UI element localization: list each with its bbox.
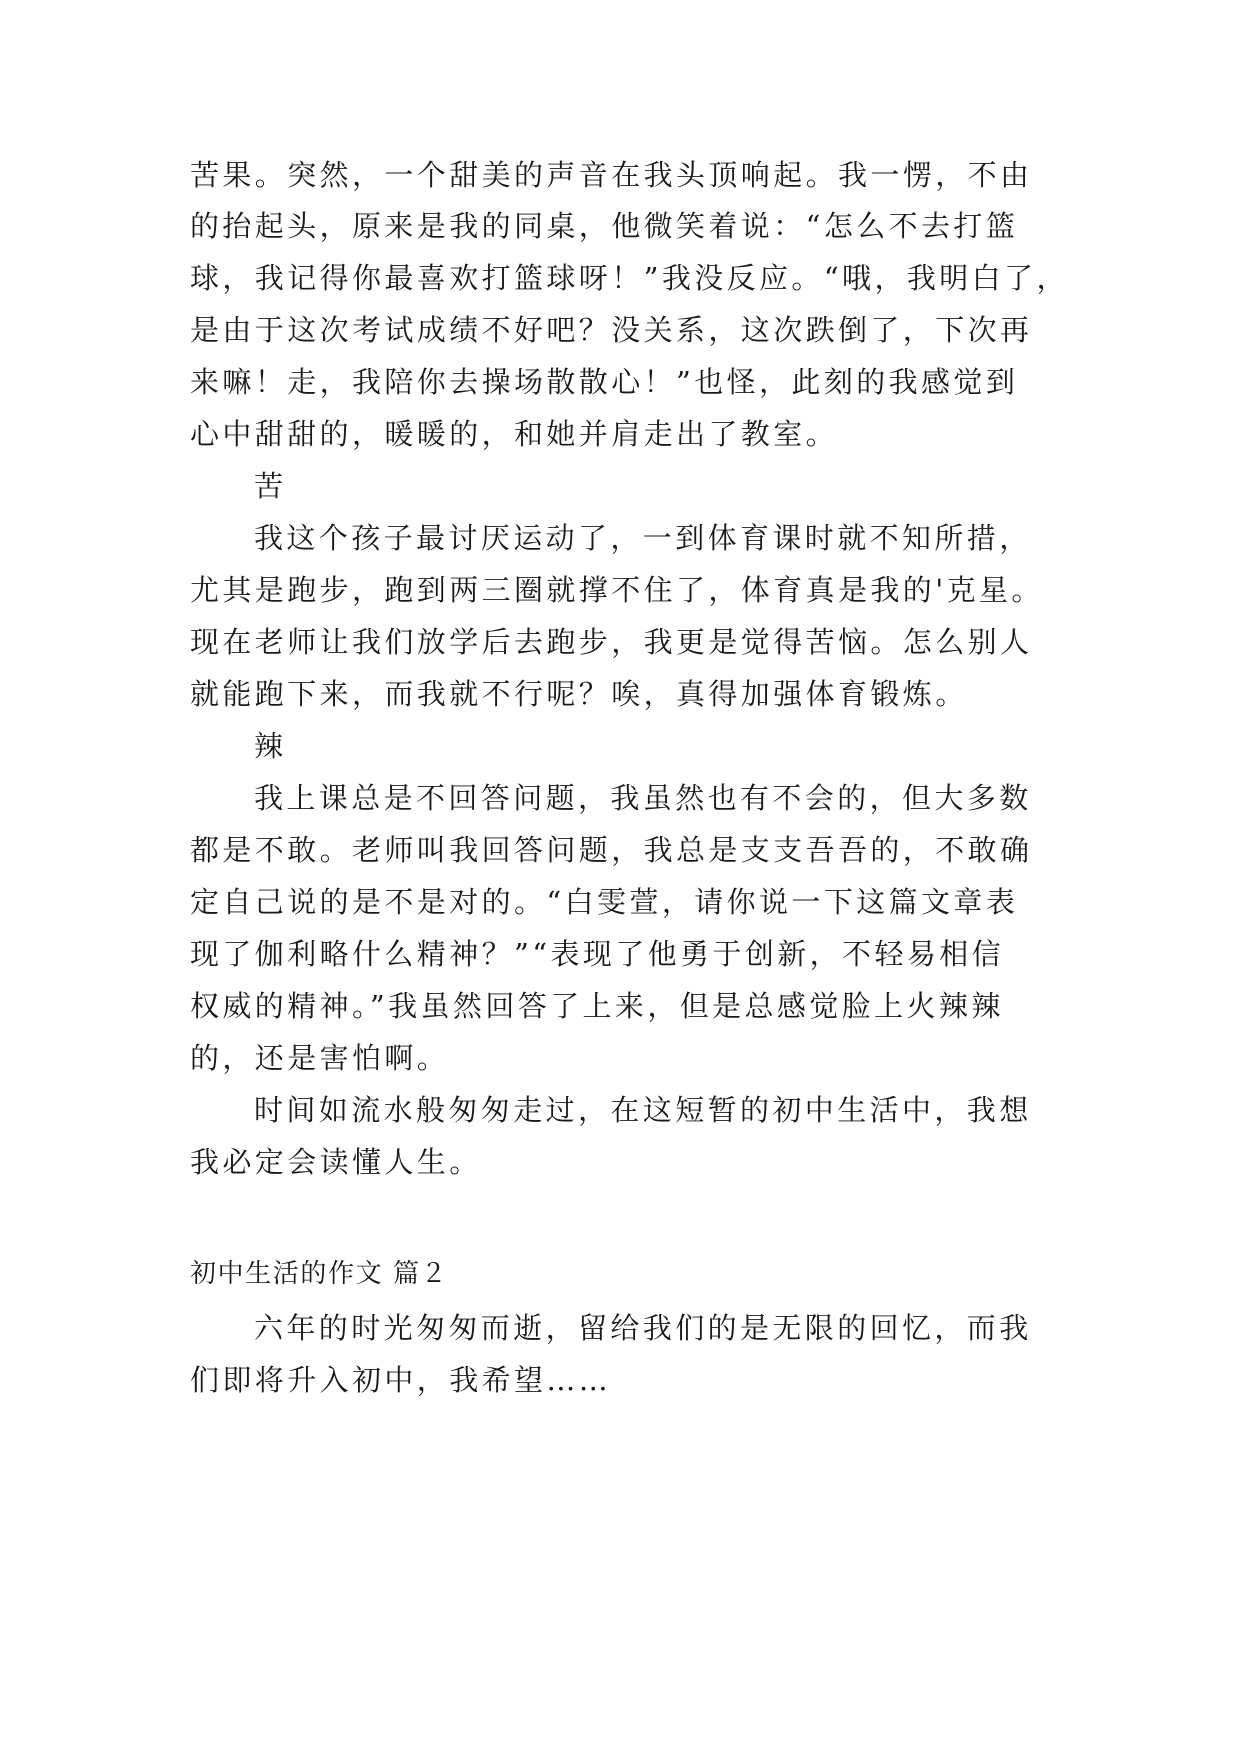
paragraph-line: 六年的时光匆匆而逝，留给我们的是无限的回忆，而我 xyxy=(254,1311,1032,1345)
paragraph-line: 的，还是害怕啊。 xyxy=(190,1041,450,1075)
paragraph-line: 就能跑下来，而我就不行呢？唉，真得加强体育锻炼。 xyxy=(190,677,968,711)
paragraph-line: 现在老师让我们放学后去跑步，我更是觉得苦恼。怎么别人 xyxy=(190,625,1033,659)
section-marker-la: 辣 xyxy=(254,729,287,763)
paragraph-line: 的抬起头，原来是我的同桌，他微笑着说：“怎么不去打篮 xyxy=(190,209,1019,243)
paragraph-line: 尤其是跑步，跑到两三圈就撑不住了，体育真是我的'克星。 xyxy=(190,573,1044,607)
paragraph-line: 苦果。突然，一个甜美的声音在我头顶响起。我一愣，不由 xyxy=(190,158,1033,192)
paragraph-line: 我必定会读懂人生。 xyxy=(190,1145,482,1179)
paragraph-line: 现了伽利略什么精神？”“表现了他勇于创新，不轻易相信 xyxy=(190,937,1005,971)
paragraph-line: 们即将升入初中，我希望…… xyxy=(190,1363,612,1397)
essay-heading: 初中生活的作文 篇２ xyxy=(190,1259,449,1289)
paragraph-line: 我上课总是不回答问题，我虽然也有不会的，但大多数 xyxy=(254,781,1032,815)
paragraph-line: 来嘛！走，我陪你去操场散散心！”也怪，此刻的我感觉到 xyxy=(190,365,1019,399)
paragraph-line: 我这个孩子最讨厌运动了，一到体育课时就不知所措， xyxy=(254,521,1032,555)
paragraph-line: 球，我记得你最喜欢打篮球呀！”我没反应。“哦，我明白了， xyxy=(190,261,1069,295)
paragraph-line: 都是不敢。老师叫我回答问题，我总是支支吾吾的，不敢确 xyxy=(190,833,1033,867)
paragraph-line: 心中甜甜的，暖暖的，和她并肩走出了教室。 xyxy=(190,417,839,451)
paragraph-line: 时间如流水般匆匆走过，在这短暂的初中生活中，我想 xyxy=(254,1093,1032,1127)
paragraph-line: 是由于这次考试成绩不好吧？没关系，这次跌倒了，下次再 xyxy=(190,313,1033,347)
paragraph-line: 定自己说的是不是对的。“白雯萱，请你说一下这篇文章表 xyxy=(190,885,1019,919)
paragraph-line: 权威的精神。”我虽然回答了上来，但是总感觉脸上火辣辣 xyxy=(190,989,1004,1023)
section-marker-ku: 苦 xyxy=(254,469,287,503)
